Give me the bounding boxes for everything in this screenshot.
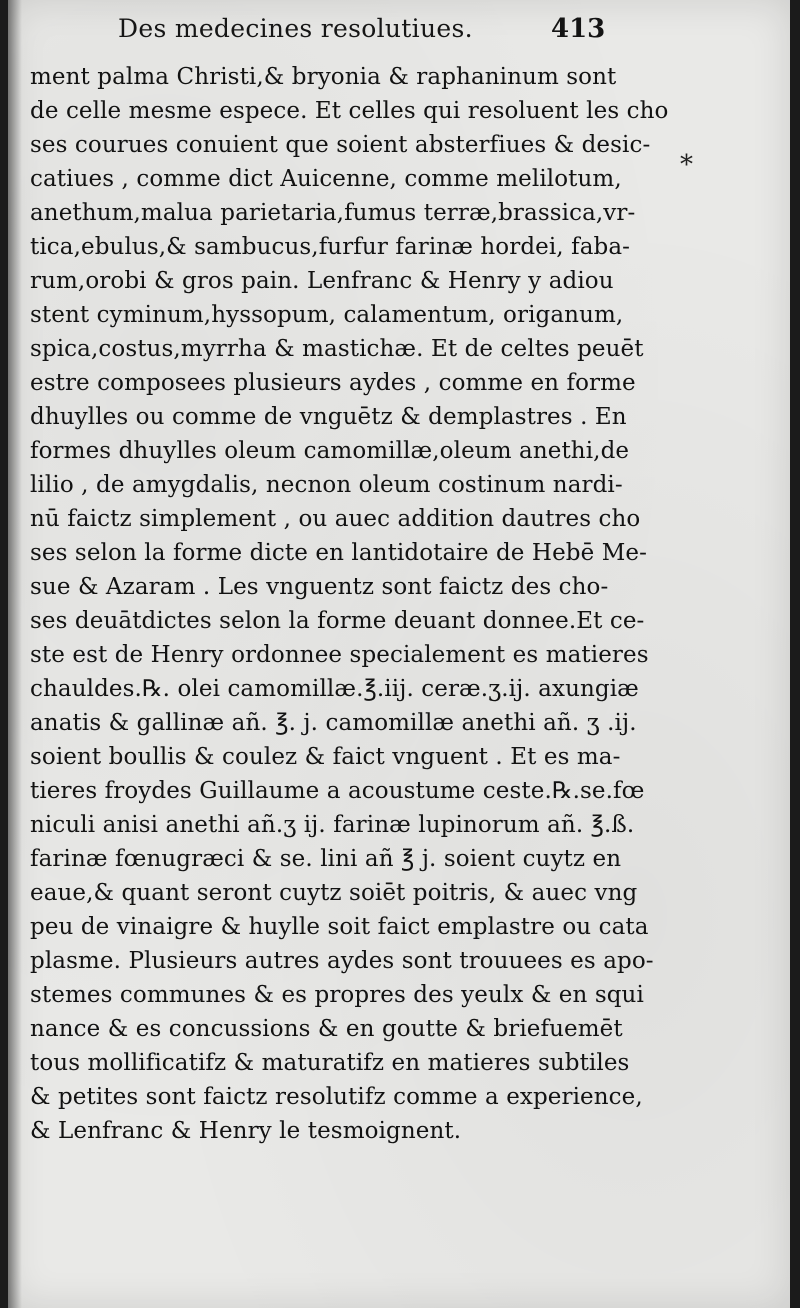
text-line: tieres froydes Guillaume a acoustume ceste.℞.se.fœ: [30, 778, 645, 804]
text-line: tous mollificatifz & maturatifz en matieres subtiles: [30, 1050, 630, 1076]
text-line: anatis & gallinæ añ. ℥. j. camomillæ anethi añ. ʒ .ij.: [30, 710, 637, 736]
text-line: dhuylles ou comme de vnguētz & demplastres . En: [30, 404, 627, 430]
text-line: niculi anisi anethi añ.ʒ ij. farinæ lupinorum añ. ℥.ß.: [30, 812, 635, 838]
text-line: spica,costus,myrrha & mastichæ. Et de celtes peuēt: [30, 336, 644, 362]
text-line: ment palma Christi,& bryonia & raphaninum sont: [30, 64, 617, 90]
text-line: ses courues conuient que soient absterfiues & desic-: [30, 132, 651, 158]
text-line: stemes communes & es propres des yeulx & en squi: [30, 982, 644, 1008]
page-number: 413: [551, 14, 606, 44]
text-line: & Lenfranc & Henry le tesmoignent.: [30, 1118, 462, 1144]
text-line: & petites sont faictz resolutifz comme a experience,: [30, 1084, 643, 1110]
text-line: sue & Azaram . Les vnguentz sont faictz des cho-: [30, 574, 609, 600]
text-line: soient boullis & coulez & faict vnguent . Et es ma-: [30, 744, 621, 770]
text-line: catiues , comme dict Auicenne, comme melilotum,: [30, 166, 622, 192]
body-text: [30, 60, 670, 1148]
text-line: nance & es concussions & en goutte & briefuemēt: [30, 1016, 623, 1042]
text-line: stent cyminum,hyssopum, calamentum, origanum,: [30, 302, 624, 328]
text-line: rum,orobi & gros pain. Lenfranc & Henry y adiou: [30, 268, 614, 294]
text-line: formes dhuylles oleum camomillæ,oleum anethi,de: [30, 438, 630, 464]
book-page: [8, 0, 790, 1308]
text-line: ste est de Henry ordonnee specialement es matieres: [30, 642, 649, 668]
text-line: plasme. Plusieurs autres aydes sont trouuees es apo-: [30, 948, 654, 974]
binding-shadow: [8, 0, 22, 1308]
text-line: tica,ebulus,& sambucus,furfur farinæ hordei, faba-: [30, 234, 631, 260]
text-line: estre composees plusieurs aydes , comme en forme: [30, 370, 636, 396]
text-line: de celle mesme espece. Et celles qui resoluent les cho: [30, 98, 669, 124]
running-head: Des medecines resolutiues.: [118, 14, 473, 43]
text-line: lilio , de amygdalis, necnon oleum costinum nardi-: [30, 472, 623, 498]
text-line: chauldes.℞. olei camomillæ.℥.iij. ceræ.ʒ.ij. axungiæ: [30, 676, 639, 702]
page-header: [8, 6, 790, 46]
text-line: nū faictz simplement , ou auec addition dautres cho: [30, 506, 641, 532]
text-line: ses selon la forme dicte en lantidotaire de Hebē Me-: [30, 540, 647, 566]
text-line: farinæ fœnugræci & se. lini añ ℥ j. soient cuytz en: [30, 846, 622, 872]
text-line: peu de vinaigre & huylle soit faict emplastre ou cata: [30, 914, 649, 940]
text-line: anethum,malua parietaria,fumus terræ,brassica,vr-: [30, 200, 636, 226]
margin-note: *: [680, 150, 693, 180]
text-line: eaue,& quant seront cuytz soiēt poitris, & auec vng: [30, 880, 638, 906]
text-line: ses deuātdictes selon la forme deuant donnee.Et ce-: [30, 608, 645, 634]
